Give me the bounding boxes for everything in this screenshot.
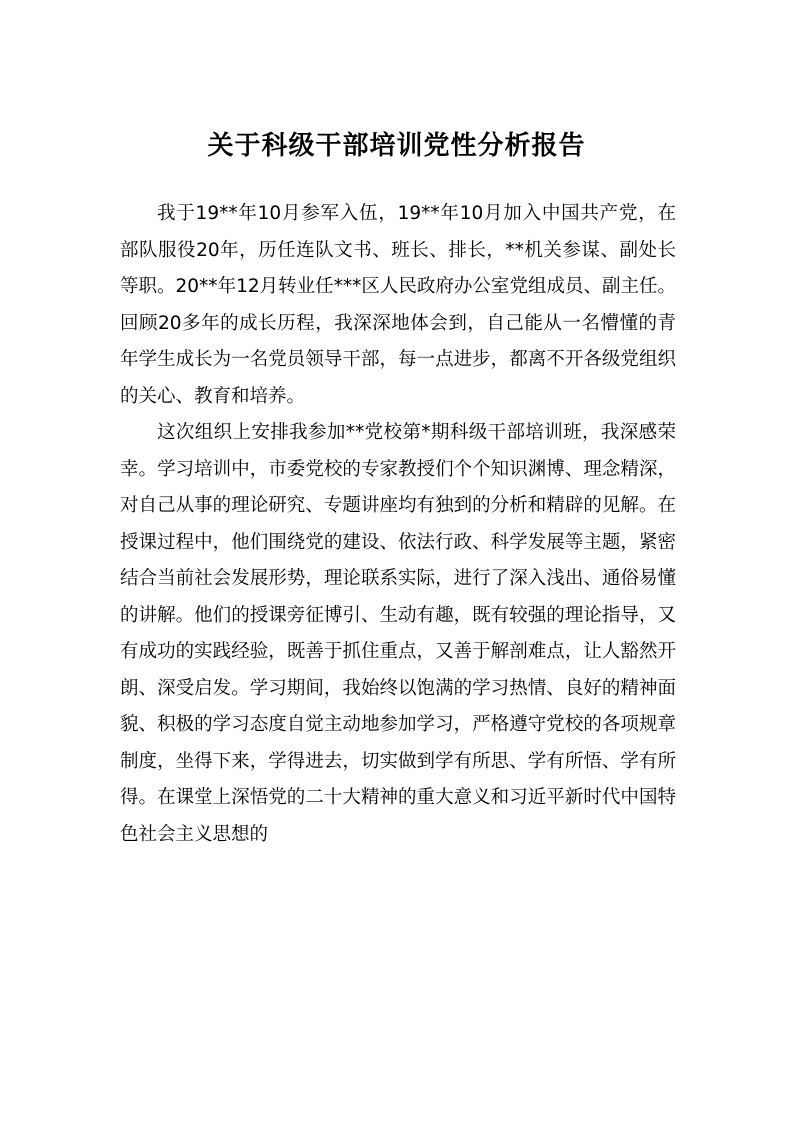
paragraph-2: 这次组织上安排我参加**党校第*期科级干部培训班，我深感荣幸。学习培训中，市委党校的专家教授们个个知识渊博、理念精深，对自己从事的理论研究、专题讲座均有独到的分析和精辟的见解。在授课过程中，他们围绕党的建设、依法行政、科学发展等主题，紧密结合当前社会发展形势，理论联系实际，进行了深入浅出、通俗易懂的讲解。他们的授课旁征博引、生动有趣，既有较强的理论指导，又有成功的实践经验，既善于抓住重点，又善于解剖难点，让人豁然开朗、深受启发。学习期间，我始终以饱满的学习热情、良好的精神面貌、积极的学习态度自觉主动地参加学习，严格遵守党校的各项规章制度，坐得下来，学得进去，切实做到学有所思、学有所悟、学有所得。在课堂上深悟党的二十大精神的重大意义和习近平新时代中国特色社会主义思想的 [120,422,676,845]
paragraph-1: 我于19**年10月参军入伍，19**年10月加入中国共产党，在部队服役20年，历任连队文书、班长、排长，**机关参谋、副处长等职。20**年12月转业任***区人民政府办公室党组成员、副主任。回顾20多年的成长历程，我深深地体会到，自己能从一名懵懂的青年学生成长为一名党员领导干部，每一点进步，都离不开各级党组织的关心、教育和培养。 [120,203,676,407]
document-title: 关于科级干部培训党性分析报告 [207,131,586,161]
document-body [120,196,676,853]
